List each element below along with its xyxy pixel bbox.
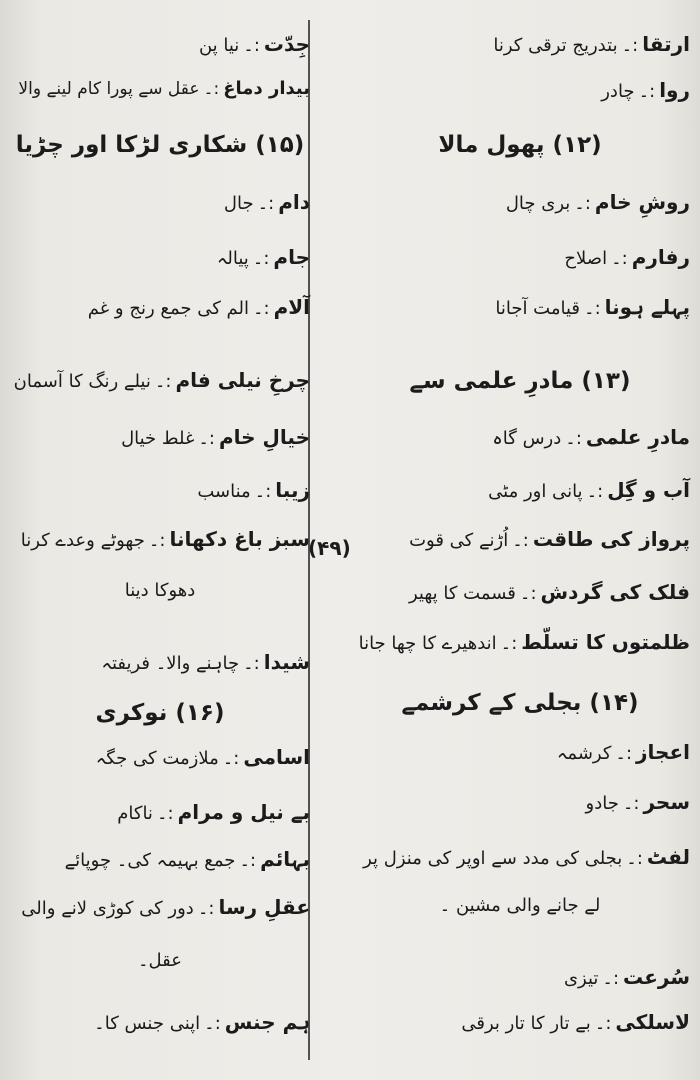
glossary-meaning: درس گاہ [492,428,562,449]
term-separator: :۔ [565,428,582,449]
section-heading: (۱۵) شکاری لڑکا اور چڑیا [15,132,305,158]
glossary-meaning: ناکام [117,803,153,824]
glossary-entry [350,245,690,270]
glossary-entry [10,295,310,320]
glossary-entry [10,32,310,57]
glossary-term: زیبا [275,478,310,502]
glossary-term: آب و گِل [607,478,690,502]
glossary-entry [350,295,690,320]
term-separator: :۔ [638,81,656,102]
glossary-meaning: جھوٹے وعدے کرنا [20,530,145,551]
glossary-meaning: کرشمہ [556,743,612,764]
glossary-entry [10,745,310,770]
term-separator: :۔ [622,793,640,814]
glossary-entry [350,425,690,450]
glossary-term: ارتقا [642,32,690,56]
glossary-entry [10,190,310,215]
term-separator: :۔ [512,530,529,551]
glossary-term: جِدّت [263,32,310,56]
glossary-meaning: تیزی [563,968,599,989]
term-separator: :۔ [243,653,260,674]
term-separator: :۔ [156,803,174,824]
glossary-meaning: نیلے رنگ کا آسمان [13,371,151,392]
entry-continuation: لے جانے والی مشین ۔ [439,895,601,916]
glossary-entry [10,368,310,393]
glossary-meaning: ملازمت کی جگہ [95,748,219,769]
glossary-meaning: جال [223,193,254,214]
glossary-term: شیدا [263,650,310,674]
glossary-meaning: جمع بہیمہ کی۔ چوپائے [64,850,236,871]
glossary-entry [350,630,690,655]
glossary-term: فلک کی گردش [540,580,690,604]
glossary-meaning: مناسب [197,481,251,502]
term-separator: :۔ [254,481,272,502]
glossary-meaning: اپنی جنس کا۔ [94,1013,201,1034]
term-separator: :۔ [204,1013,221,1034]
term-separator: :۔ [586,481,604,502]
term-separator: :۔ [198,428,215,449]
term-separator: :۔ [626,848,643,869]
glossary-entry [350,580,690,605]
glossary-meaning: غلط خیال [121,428,195,449]
glossary-entry [350,527,690,552]
term-separator: :۔ [602,968,620,989]
section-heading: (۱۳) مادرِ علمی سے [409,368,631,394]
glossary-entry [350,965,690,990]
glossary-meaning: پانی اور مٹی [488,481,583,502]
entry-continuation: عقل۔ [137,950,183,971]
glossary-term: خیالِ خام [219,425,310,449]
term-separator: :۔ [203,79,220,99]
glossary-entry [350,1010,690,1035]
glossary-meaning: بتدریج ترقی کرنا [493,35,618,56]
term-separator: :۔ [257,193,275,214]
term-separator: :۔ [500,633,518,654]
glossary-term: ہم جنس [224,1010,310,1034]
glossary-entry [10,847,310,872]
glossary-term: بے نیل و مرام [177,800,310,824]
section-heading: (۱۲) پھول مالا [438,132,602,158]
glossary-meaning: الم کی جمع رنج و غم [87,298,249,319]
left-column [10,0,310,1080]
glossary-entry [350,32,690,57]
glossary-entry [10,800,310,825]
glossary-term: لفٹ [646,845,690,869]
page-number: (۴۹) [308,536,351,560]
glossary-meaning: اصلاح [564,248,608,269]
glossary-meaning: نیا پن [198,35,240,56]
glossary-term: دام [278,190,310,214]
entry-continuation: دھوکا دینا [124,580,196,601]
glossary-term: پہلے ہونا [604,295,690,319]
glossary-term: سحر [643,790,690,814]
term-separator: :۔ [197,898,215,919]
term-separator: :۔ [584,298,601,319]
term-separator: :۔ [621,35,639,56]
term-separator: :۔ [594,1013,612,1034]
right-column [350,0,690,1080]
glossary-entry [350,78,690,103]
term-separator: :۔ [148,530,166,551]
glossary-entry [10,1010,310,1035]
glossary-entry [350,478,690,503]
glossary-entry [350,740,690,765]
term-separator: :۔ [574,193,591,214]
glossary-term: لاسلکی [615,1010,690,1034]
glossary-term: روا [659,78,690,102]
term-separator: :۔ [252,248,270,269]
section-heading: (۱۴) بجلی کے کرشمے [401,690,639,716]
glossary-term: مادرِ علمی [585,425,690,449]
glossary-meaning: چادر [601,81,635,102]
glossary-entry [10,527,310,552]
glossary-meaning: جادو [585,793,619,814]
glossary-meaning: قیامت آجانا [495,298,581,319]
glossary-meaning: عقل سے پورا کام لینے والا [18,79,200,99]
glossary-meaning: بری چال [505,193,571,214]
term-separator: :۔ [611,248,628,269]
glossary-term: آلام [273,295,310,319]
glossary-term: عقلِ رسا [218,895,310,919]
glossary-term: روشِ خام [594,190,690,214]
glossary-term: جام [273,245,310,269]
glossary-meaning: دور کی کوڑی لانے والی [21,898,194,919]
term-separator: :۔ [154,371,172,392]
glossary-entry [10,650,310,675]
glossary-term: بہائم [260,847,310,871]
glossary-term: سبز باغ دکھانا [169,527,310,551]
glossary-term: چرخِ نیلی فام [175,368,310,392]
glossary-entry [10,425,310,450]
glossary-meaning: بجلی کی مدد سے اوپر کی منزل پر [363,848,623,869]
glossary-entry [350,790,690,815]
glossary-meaning: بے تار کا تار برقی [461,1013,591,1034]
term-separator: :۔ [222,748,240,769]
glossary-meaning: قسمت کا پھیر [408,583,516,604]
term-separator: :۔ [239,850,257,871]
glossary-meaning: اندھیرے کا چھا جانا [358,633,497,654]
term-separator: :۔ [243,35,260,56]
section-heading: (۱۶) نوکری [95,700,225,726]
glossary-term: پرواز کی طاقت [532,527,690,551]
glossary-meaning: چاہنے والا۔ فریفتہ [101,653,240,674]
term-separator: :۔ [519,583,537,604]
term-separator: :۔ [252,298,270,319]
glossary-term: سُرعت [623,965,690,989]
glossary-term: رفارم [631,245,690,269]
glossary-meaning: پیالہ [216,248,249,269]
term-separator: :۔ [615,743,633,764]
glossary-term: اعجاز [636,740,690,764]
glossary-term: ظلمتوں کا تسلّط [521,630,690,654]
glossary-entry [10,245,310,270]
glossary-entry [350,190,690,215]
glossary-entry [10,895,310,920]
glossary-entry [10,478,310,503]
glossary-meaning: اُڑنے کی قوت [409,530,509,551]
glossary-term: اسامی [243,745,310,769]
glossary-entry [350,845,690,870]
glossary-term: بیدار دماغ [223,78,310,99]
glossary-entry [10,78,310,100]
